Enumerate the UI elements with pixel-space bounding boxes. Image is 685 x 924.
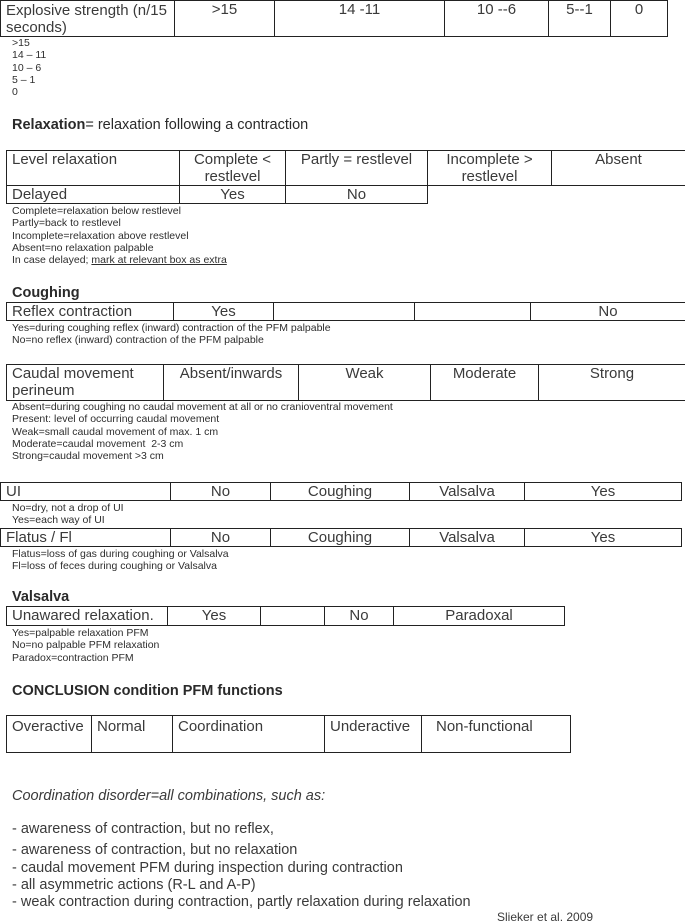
ui-coughing[interactable]: Coughing xyxy=(271,483,410,501)
flatus-label: Flatus / Fl xyxy=(1,529,171,547)
relaxation-level-label: Level relaxation xyxy=(7,151,180,186)
coughing-heading: Coughing xyxy=(12,285,80,301)
caudal-moderate[interactable]: Moderate xyxy=(431,365,539,401)
explosive-notes: >15 14 – 11 10 – 6 5 – 1 0 xyxy=(12,37,47,99)
flatus-valsalva[interactable]: Valsalva xyxy=(410,529,525,547)
explosive-cell-14-11[interactable]: 14 -11 xyxy=(275,1,445,37)
reflex-empty-2[interactable] xyxy=(415,303,531,321)
relaxation-notes: Complete=relaxation below restlevel Partly=back to restlevel Incomplete=relaxation above restlevel Absent=no relaxation palpable In case delayed; mark at relevant box as extra xyxy=(12,205,227,267)
reflex-empty-1[interactable] xyxy=(274,303,415,321)
reflex-notes: Yes=during coughing reflex (inward) contraction of the PFM palpable No=no reflex (inward) contraction of the PFM palpable xyxy=(12,322,331,347)
conclusion-underactive[interactable]: Underactive xyxy=(325,716,422,753)
caudal-strong[interactable]: Strong xyxy=(539,365,685,401)
relaxation-heading: Relaxation= relaxation following a contraction xyxy=(12,117,309,133)
flatus-table xyxy=(0,528,682,547)
valsalva-yes[interactable]: Yes xyxy=(168,607,261,626)
explosive-strength-label: Explosive strength (n/15 seconds) xyxy=(1,1,175,37)
flatus-no[interactable]: No xyxy=(171,529,271,547)
relaxation-absent[interactable]: Absent xyxy=(552,151,685,186)
ui-no[interactable]: No xyxy=(171,483,271,501)
conclusion-coordination[interactable]: Coordination xyxy=(173,716,325,753)
caudal-movement-label: Caudal movement perineum xyxy=(7,365,164,401)
caudal-absent[interactable]: Absent/inwards xyxy=(164,365,299,401)
explosive-cell-0[interactable]: 0 xyxy=(611,1,668,37)
valsalva-paradoxal[interactable]: Paradoxal xyxy=(394,607,565,626)
conclusion-normal[interactable]: Normal xyxy=(92,716,173,753)
relaxation-complete[interactable]: Complete < restlevel xyxy=(180,151,286,186)
relaxation-incomplete[interactable]: Incomplete > restlevel xyxy=(428,151,552,186)
explosive-strength-table xyxy=(0,0,668,37)
conclusion-table xyxy=(6,715,571,753)
relaxation-delayed-label: Delayed xyxy=(7,186,180,204)
citation: Slieker et al. 2009 xyxy=(497,910,594,924)
valsalva-table xyxy=(6,606,565,626)
reflex-contraction-table xyxy=(6,302,685,321)
relaxation-delayed-yes[interactable]: Yes xyxy=(180,186,286,204)
conclusion-non-functional[interactable]: Non-functional xyxy=(422,716,571,753)
valsalva-no[interactable]: No xyxy=(325,607,394,626)
valsalva-heading: Valsalva xyxy=(12,589,70,605)
flatus-notes: Flatus=loss of gas during coughing or Valsalva Fl=loss of feces during coughing or Valsalva xyxy=(12,548,229,573)
conclusion-overactive[interactable]: Overactive xyxy=(7,716,92,753)
flatus-coughing[interactable]: Coughing xyxy=(271,529,410,547)
valsalva-label: Unawared relaxation. xyxy=(7,607,168,626)
explosive-cell-5-1[interactable]: 5--1 xyxy=(549,1,611,37)
ui-table xyxy=(0,482,682,501)
relaxation-partly[interactable]: Partly = restlevel xyxy=(286,151,428,186)
ui-valsalva[interactable]: Valsalva xyxy=(410,483,525,501)
caudal-weak[interactable]: Weak xyxy=(299,365,431,401)
coordination-item: - caudal movement PFM during inspection during contraction xyxy=(12,860,403,876)
coordination-item: - all asymmetric actions (R-L and A-P) xyxy=(12,877,256,893)
reflex-contraction-label: Reflex contraction xyxy=(7,303,174,321)
ui-notes: No=dry, not a drop of UI Yes=each way of UI xyxy=(12,502,124,527)
relaxation-table xyxy=(6,150,685,204)
valsalva-empty[interactable] xyxy=(261,607,325,626)
caudal-movement-table xyxy=(6,364,685,401)
ui-label: UI xyxy=(1,483,171,501)
valsalva-notes: Yes=palpable relaxation PFM No=no palpable PFM relaxation Paradox=contraction PFM xyxy=(12,627,160,664)
reflex-no[interactable]: No xyxy=(531,303,685,321)
ui-yes[interactable]: Yes xyxy=(525,483,682,501)
flatus-yes[interactable]: Yes xyxy=(525,529,682,547)
caudal-notes: Absent=during coughing no caudal movement at all or no cranioventral movement Present: level of occurring caudal movement Weak=small caudal movement of max. 1 cm Moderate=caudal movement 2-3 cm Strong=caudal movement >3 cm xyxy=(12,401,393,463)
explosive-cell-gt15[interactable]: >15 xyxy=(175,1,275,37)
explosive-cell-10-6[interactable]: 10 --6 xyxy=(445,1,549,37)
conclusion-heading: CONCLUSION condition PFM functions xyxy=(12,683,283,699)
coordination-item: - weak contraction during contraction, partly relaxation during relaxation xyxy=(12,894,471,910)
coordination-item: - awareness of contraction, but no reflex, xyxy=(12,821,274,837)
relaxation-delayed-no[interactable]: No xyxy=(286,186,428,204)
coordination-title: Coordination disorder=all combinations, such as: xyxy=(12,788,326,804)
reflex-yes[interactable]: Yes xyxy=(174,303,274,321)
coordination-item: - awareness of contraction, but no relaxation xyxy=(12,842,298,858)
